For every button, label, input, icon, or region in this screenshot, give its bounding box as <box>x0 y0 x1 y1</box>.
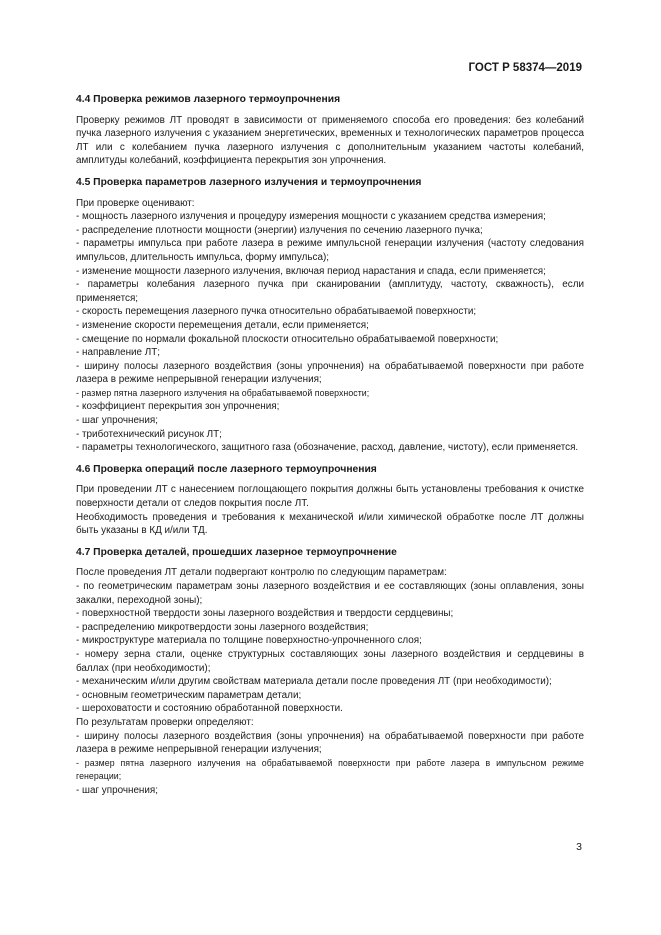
paragraph: Проверку режимов ЛТ проводят в зависимости от применяемого способа его проведения: без колебаний пучка лазерного излучения с указанием энергетических, временных и технологических параметров процесса ЛТ или с колебанием пучка лазерного излучения с дополнительным указанием частоты колебаний, амплитуды колебаний, коэффициента перекрытия зон упрочнения. <box>76 114 584 167</box>
section-4-6 <box>76 463 584 538</box>
list-item: - ширину полосы лазерного воздействия (зоны упрочнения) на обрабатываемой поверхности при работе лазера в режиме непрерывной генерации излучения; <box>76 360 584 386</box>
paragraph: При проведении ЛТ с нанесением поглощающего покрытия должны быть установлены требования к очистке поверхности детали от следов покрытия после ЛТ. <box>76 484 584 510</box>
list-item: - коэффициент перекрытия зон упрочнения; <box>76 401 280 413</box>
list-item: - распределению микротвердости зоны лазерного воздействия; <box>76 621 369 633</box>
list-item: - микроструктуре материала по толщине поверхностно-упрочненного слоя; <box>76 635 422 647</box>
list-item: - шероховатости и состоянию обработанной поверхности. <box>76 703 343 715</box>
list-item: - шаг упрочнения; <box>76 415 158 427</box>
list-item: - распределение плотности мощности (энергии) излучения по сечению лазерного пучка; <box>76 224 483 236</box>
list-item: - триботехнический рисунок ЛТ; <box>76 428 222 440</box>
paragraph: Необходимость проведения и требования к механической и/или химической обработке после ЛТ должны быть указаны в КД и/или ТД. <box>76 511 584 537</box>
list-item: - мощность лазерного излучения и процедуру измерения мощности с указанием средства измерения; <box>76 211 546 223</box>
list-item: - скорость перемещения лазерного пучка относительно обрабатываемой поверхности; <box>76 306 477 318</box>
list-item: - механическим и/или другим свойствам материала детали после проведения ЛТ (при необходимости); <box>76 676 552 688</box>
lead-text: При проверке оценивают: <box>76 197 195 209</box>
section-4-7 <box>76 546 584 798</box>
section-heading: 4.4 Проверка режимов лазерного термоупрочнения <box>76 94 341 105</box>
section-heading: 4.7 Проверка деталей, прошедших лазерное термоупрочнение <box>76 546 397 558</box>
list-item: - размер пятна лазерного излучения на обрабатываемой поверхности при работе лазера в импульсном режиме генерации; <box>76 757 584 782</box>
list-item: - размер пятна лазерного излучения на обрабатываемой поверхности; <box>76 387 370 398</box>
page-number: 3 <box>576 841 582 853</box>
list-item: - параметры импульса при работе лазера в режиме импульсной генерации излучения (частоту следования импульсов, длительность импульса, форму импульса); <box>76 238 584 263</box>
section-4-5 <box>76 176 584 455</box>
list-item: - изменение скорости перемещения детали, если применяется; <box>76 319 369 331</box>
list-item: - изменение мощности лазерного излучения, включая период нарастания и спада, если применяется; <box>76 265 546 277</box>
section-heading: 4.6 Проверка операций после лазерного термоупрочнения <box>76 463 377 475</box>
list-item: - по геометрическим параметрам зоны лазерного воздействия и ее составляющих (зоны оплавления, зоны закалки, переходной зоны); <box>76 581 584 606</box>
lead-text: По результатам проверки определяют: <box>76 716 254 728</box>
list-item: - номеру зерна стали, оценке структурных составляющих зоны лазерного воздействия и сердцевины в баллах (при необходимости); <box>76 648 584 674</box>
list-item: - смещение по нормали фокальной плоскости относительно обрабатываемой поверхности; <box>76 333 499 345</box>
list-item: - параметры технологического, защитного газа (обозначение, расход, давление, чистоту), если применяется. <box>76 442 579 454</box>
section-4-4 <box>76 93 584 168</box>
list-item: - направление ЛТ; <box>76 347 161 359</box>
list-item: - основным геометрическим параметрам детали; <box>76 689 302 701</box>
document-body <box>76 93 584 806</box>
document-id: ГОСТ Р 58374—2019 <box>468 62 582 74</box>
section-heading: 4.5 Проверка параметров лазерного излучения и термоупрочнения <box>76 176 422 188</box>
list-item: - шаг упрочнения; <box>76 784 158 796</box>
list-item: - ширину полосы лазерного воздействия (зоны упрочнения) на обрабатываемой поверхности при работе лазера в режиме непрерывной генерации излучения; <box>76 730 584 756</box>
lead-text: После проведения ЛТ детали подвергают контролю по следующим параметрам: <box>76 567 447 579</box>
list-item: - поверхностной твердости зоны лазерного воздействия и твердости сердцевины; <box>76 608 454 620</box>
list-item: - параметры колебания лазерного пучка при сканировании (амплитуду, частоту, скважность), если применяется; <box>76 279 584 304</box>
